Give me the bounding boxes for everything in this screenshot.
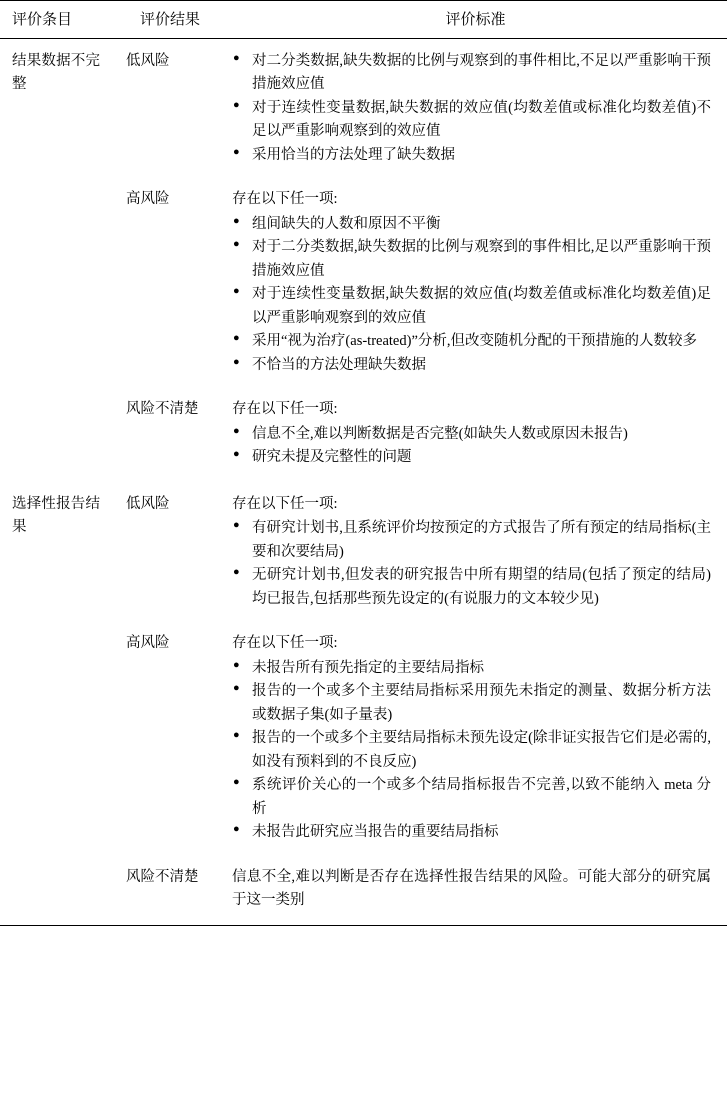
list-item [232,680,711,727]
cell-criteria [224,389,727,481]
table-header [0,1,727,39]
list-item [232,144,711,167]
column-header-result: 评价结果 [139,12,200,28]
list-item [232,657,711,680]
bullet-icon: ● [233,355,240,368]
cell-item [0,389,116,481]
cell-criteria [224,857,727,925]
cell-criteria [224,39,727,180]
bullet-icon: ● [233,238,240,251]
cell-result: 低风险 [126,495,170,512]
list-item-text: 对二分类数据,缺失数据的比例与观察到的事件相比,不足以严重影响干预措施效应值 [252,53,711,93]
list-item-text: 报告的一个或多个主要结局指标采用预先未指定的测量、数据分析方法或数据子集(如子量表) [252,683,711,723]
criteria-lead: 存在以下任一项: [232,635,338,652]
bullet-icon: ● [233,52,240,64]
cell-criteria [224,482,727,623]
cell-item: 结果数据不完整 [12,53,101,93]
cell-item: 选择性报告结果 [12,495,101,536]
list-item-text: 采用“视为治疗(as-treated)”分析,但改变随机分配的干预措施的人数较多 [252,333,698,350]
table-row [0,857,727,925]
list-item [232,354,711,377]
list-item-text: 有研究计划书,且系统评价均按预定的方式报告了所有预定的结局指标(主要和次要结局) [252,520,711,560]
bullet-icon: ● [233,145,240,158]
bullet-icon: ● [233,729,240,742]
list-item [232,821,711,844]
bullet-icon: ● [233,682,240,695]
list-item [232,330,711,353]
cell-item [0,857,116,925]
criteria-lead: 存在以下任一项: [232,191,338,208]
criteria-list [232,50,711,167]
criteria-lead: 存在以下任一项: [232,495,338,512]
list-item-text: 对于二分类数据,缺失数据的比例与观察到的事件相比,足以严重影响干预措施效应值 [252,239,711,279]
cell-criteria [224,623,727,856]
criteria-list [232,213,711,377]
table-row [0,179,727,389]
rule-cell [224,925,727,926]
cell-result: 低风险 [126,53,170,69]
list-item [232,517,711,564]
list-item [232,283,711,330]
bullet-icon: ● [233,214,240,227]
bullet-icon: ● [233,566,240,579]
table-row [0,39,727,180]
cell-item [0,179,116,389]
criteria-list [232,517,711,611]
cell-result: 高风险 [126,191,170,208]
list-item-text: 信息不全,难以判断数据是否完整(如缺失人数或原因未报告) [252,425,628,442]
bullet-icon: ● [233,98,240,111]
cell-criteria [224,179,727,389]
bullet-icon: ● [233,823,240,836]
list-item [232,446,711,469]
bullet-icon: ● [233,332,240,345]
table-row [0,482,727,623]
list-item [232,236,711,283]
list-item-text: 不恰当的方法处理缺失数据 [252,356,426,373]
list-item [232,727,711,774]
list-item-text: 系统评价关心的一个或多个结局指标报告不完善,以致不能纳入 meta 分析 [252,777,711,817]
list-item [232,213,711,236]
list-item-text: 未报告此研究应当报告的重要结局指标 [252,824,499,841]
list-item-text: 报告的一个或多个主要结局指标未预先设定(除非证实报告它们是必需的,如没有预料到的不良反应) [252,730,711,770]
list-item-text: 对于连续性变量数据,缺失数据的效应值(均数差值或标准化均数差值)足以严重影响观察到的效应值 [252,286,711,326]
cell-result: 风险不清楚 [126,401,199,418]
list-item-text: 研究未提及完整性的问题 [252,449,412,466]
table-bottom-rule [0,925,727,926]
criteria-lead: 存在以下任一项: [232,401,338,418]
criteria-list [232,657,711,845]
bullet-icon: ● [233,285,240,298]
bullet-icon: ● [233,658,240,671]
table-row [0,623,727,856]
list-item [232,564,711,611]
cell-item [0,623,116,856]
bullet-icon: ● [233,424,240,437]
column-header-item: 评价条目 [12,12,73,28]
rule-cell [0,925,116,926]
list-item-text: 采用恰当的方法处理了缺失数据 [252,146,455,163]
list-item [232,97,711,144]
list-item-text: 未报告所有预先指定的主要结局指标 [252,659,484,676]
list-item-text: 组间缺失的人数和原因不平衡 [252,215,441,232]
column-header-criteria: 评价标准 [445,12,506,28]
cell-result: 高风险 [126,635,170,652]
cell-result: 风险不清楚 [126,868,199,885]
bullet-icon: ● [233,519,240,532]
bullet-icon: ● [233,776,240,789]
table-header-row [0,1,727,39]
criteria-paragraph: 信息不全,难以判断是否存在选择性报告结果的风险。可能大部分的研究属于这一类别 [232,868,711,909]
bullet-icon: ● [233,448,240,461]
criteria-list [232,423,711,470]
table-row [0,389,727,481]
rule-cell [116,925,224,926]
list-item [232,423,711,446]
list-item-text: 对于连续性变量数据,缺失数据的效应值(均数差值或标准化均数差值)不足以严重影响观察到的效应值 [252,99,711,140]
table-body [0,39,727,926]
list-item-text: 无研究计划书,但发表的研究报告中所有期望的结局(包括了预定的结局)均已报告,包括那些预先设定的(有说服力的文本较少见) [252,567,711,607]
list-item [232,50,711,97]
list-item [232,774,711,821]
